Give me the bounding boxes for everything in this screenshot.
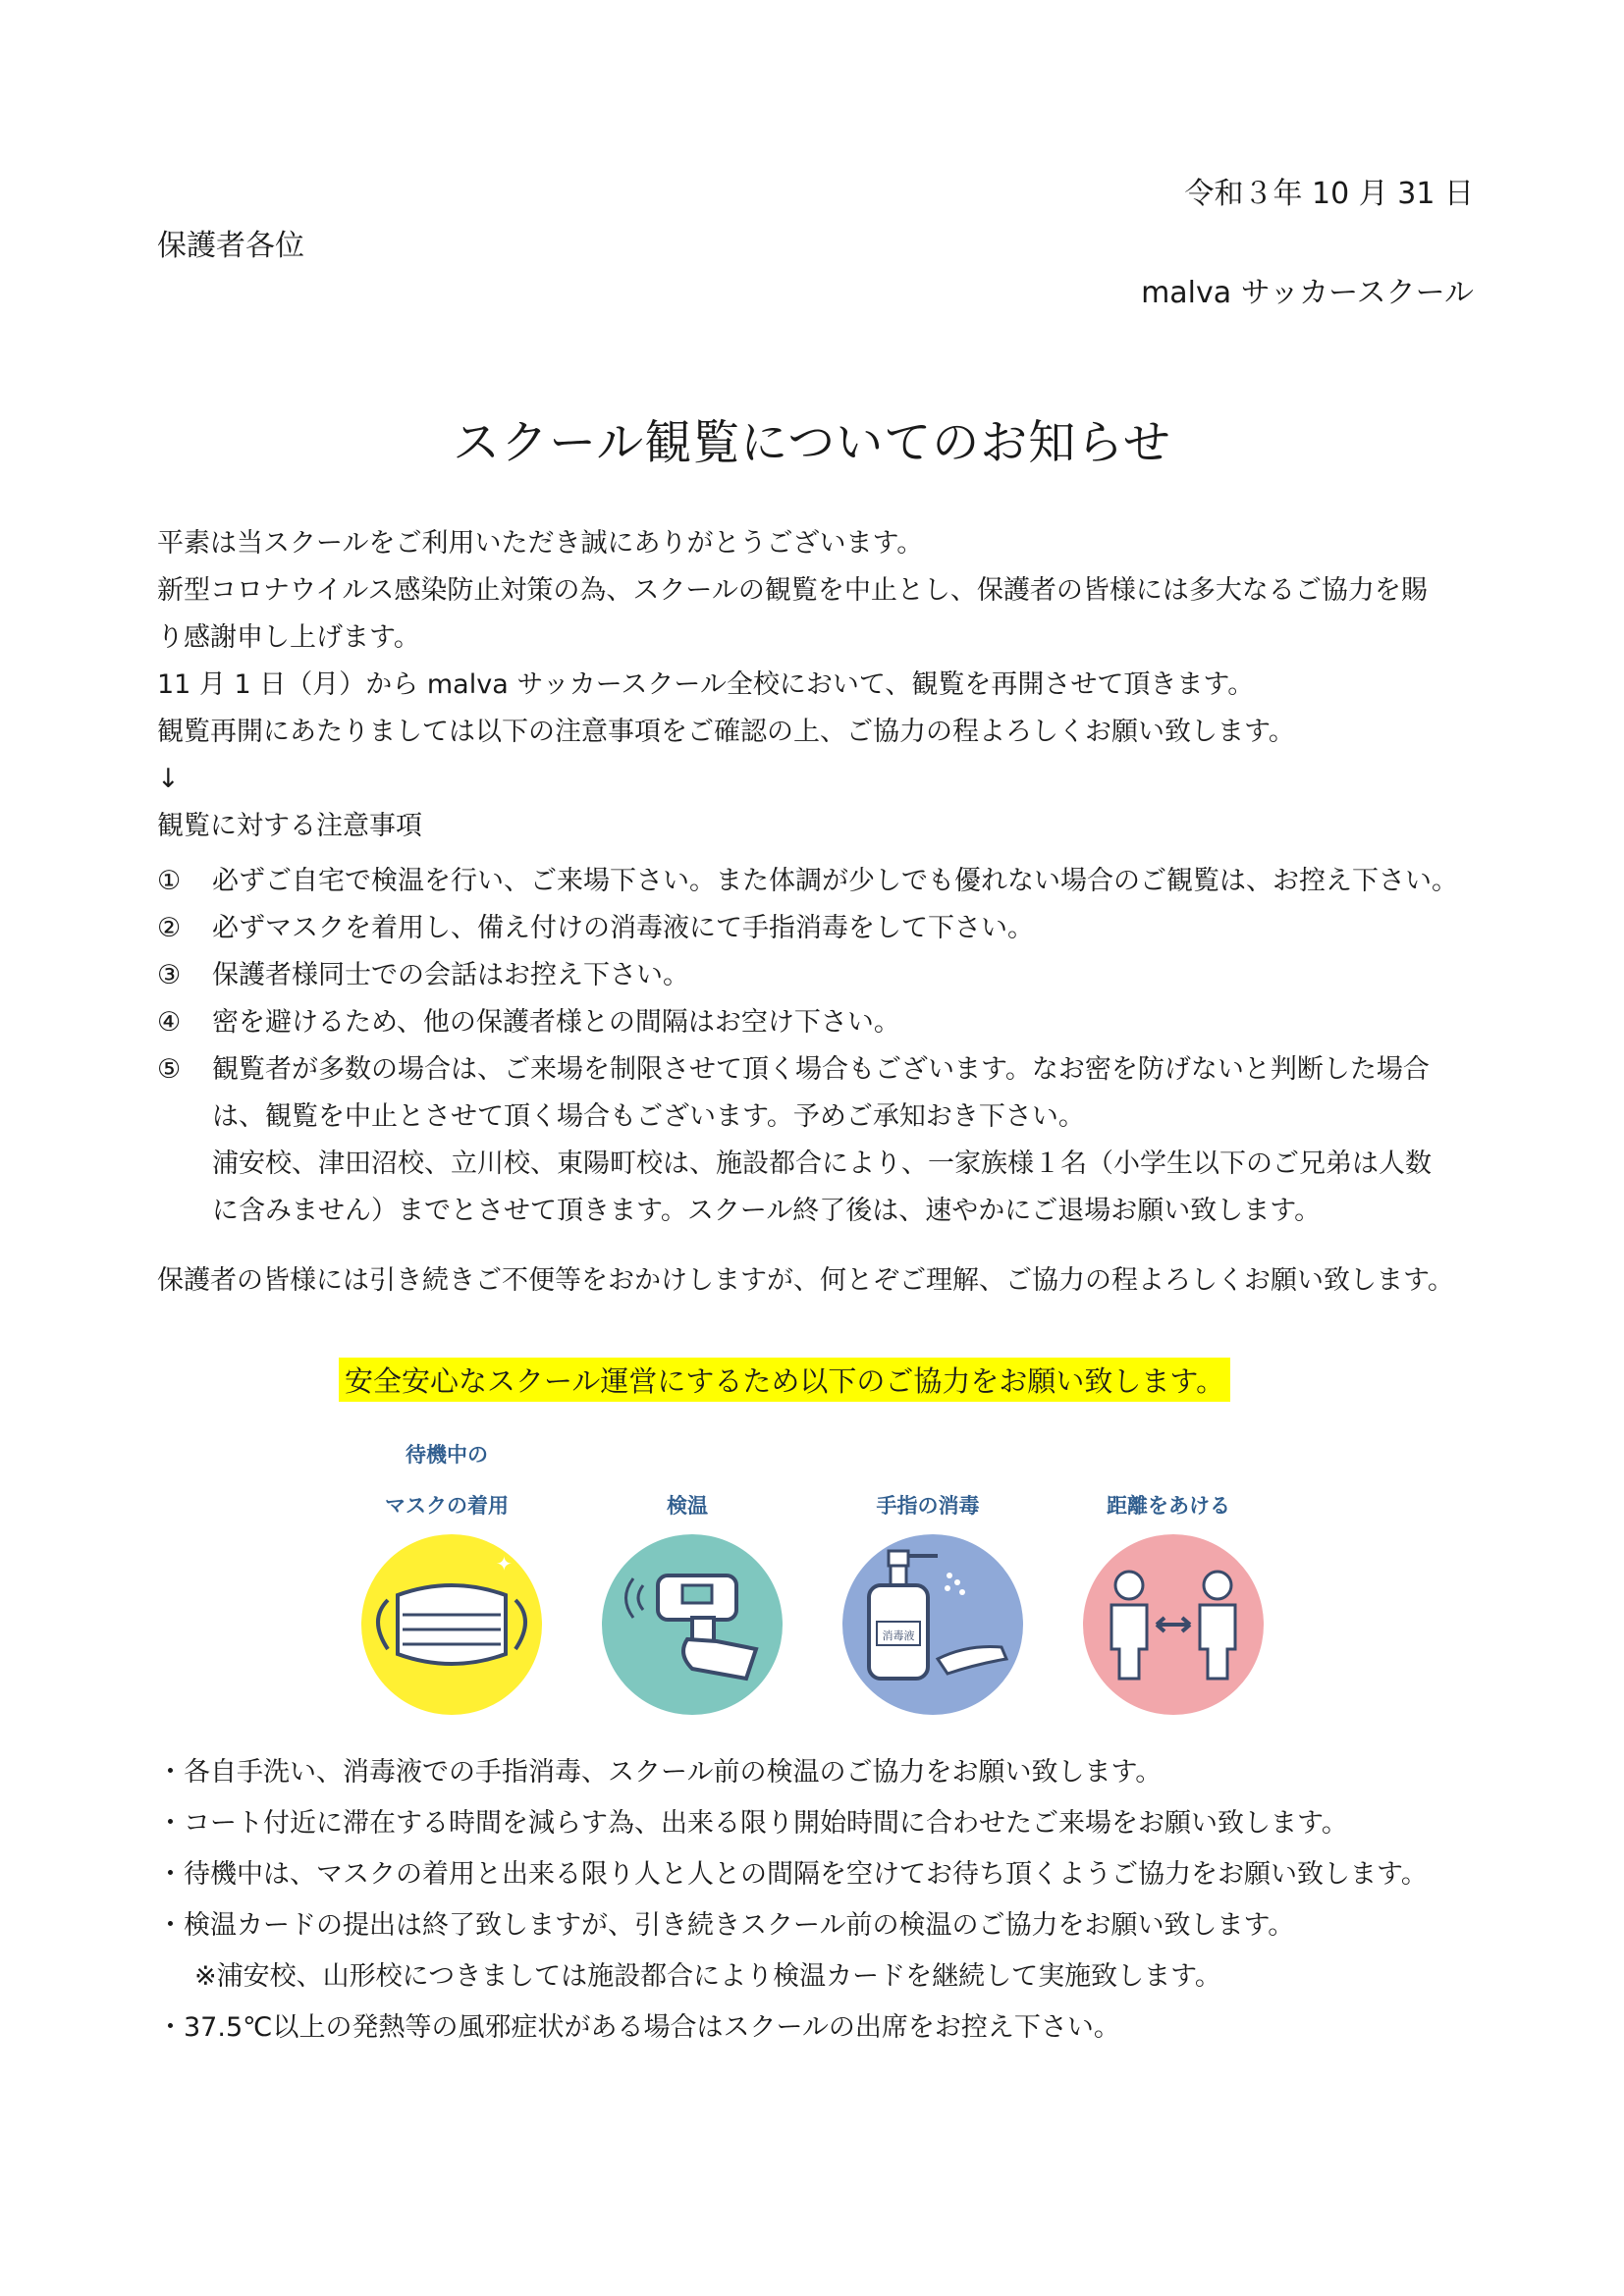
tip-item: ・コート付近に滞在する時間を減らす為、出来る限り開始時間に合わせたご来場をお願い致します。 <box>157 1808 1348 1839</box>
intro-paragraph <box>157 520 1473 850</box>
closing-text: 保護者の皆様には引き続きご不便等をおかけしますが、何とぞご理解、ご協力の程よろしくお願い致します。 <box>157 1265 1454 1296</box>
tip-item: ・待機中は、マスクの着用と出来る限り人と人との間隔を空けてお待ち頂くようご協力をお願い致します。 <box>157 1859 1428 1890</box>
illustration-distance <box>1060 1404 1276 1737</box>
note-item <box>157 999 1473 1046</box>
tip-item: ・各自手洗い、消毒液での手指消毒、スクール前の検温のご協力をお願い致します。 <box>157 1757 1163 1788</box>
tip-note: ※浦安校、山形校につきましては施設都合により検温カードを継続して実施致します。 <box>194 1961 1221 1992</box>
tips-list <box>157 1747 1428 2054</box>
illustration-temperature <box>579 1404 795 1737</box>
note-item <box>157 905 1473 952</box>
note-item <box>157 858 1473 905</box>
svg-text:✦: ✦ <box>496 1552 513 1575</box>
tip-item: ・37.5℃以上の発熱等の風邪症状がある場合はスクールの出席をお控え下さい。 <box>157 2012 1120 2043</box>
illustration-label: 検温 <box>667 1494 708 1518</box>
note-text: 観覧者が多数の場合は、ご来場を制限させて頂く場合もございます。なお密を防げないと判断した場合 <box>212 1054 1430 1085</box>
illustration-label-top: 待機中の <box>406 1443 488 1467</box>
note-text: は、観覧を中止とさせて頂く場合もございます。予めご承知おき下さい。 <box>212 1101 1085 1132</box>
highlight-banner: 安全安心なスクール運営にするため以下のご協力をお願い致します。 <box>339 1358 1230 1402</box>
illustration-label: 手指の消毒 <box>876 1494 980 1518</box>
down-arrow: ↓ <box>157 764 180 794</box>
note-number: ⑤ <box>157 1054 182 1085</box>
tip-item: ・検温カードの提出は終了致しますが、引き続きスクール前の検温のご協力をお願い致します。 <box>157 1910 1295 1941</box>
note-text: 必ずマスクを着用し、備え付けの消毒液にて手指消毒をして下さい。 <box>212 913 1034 943</box>
intro-line: 11 月 1 日（月）から malva サッカースクール全校において、観覧を再開させて頂きます。 <box>157 669 1255 700</box>
intro-line: 観覧再開にあたりましては以下の注意事項をご確認の上、ご協力の程よろしくお願い致します。 <box>157 717 1295 747</box>
note-number: ③ <box>157 960 182 990</box>
sender: malva サッカースクール <box>1141 276 1474 310</box>
intro-line: 新型コロナウイルス感染防止対策の為、スクールの観覧を中止とし、保護者の皆様には多大なるご協力を賜 <box>157 575 1428 606</box>
note-item <box>157 1046 1473 1235</box>
notes-heading: 観覧に対する注意事項 <box>157 811 422 841</box>
document-date: 令和３年 10 月 31 日 <box>1184 177 1474 211</box>
safety-illustrations <box>339 1404 1281 1737</box>
illustration-label: マスクの着用 <box>385 1494 509 1518</box>
illustration-sanitizer <box>820 1404 1036 1737</box>
illustration-label: 距離をあける <box>1107 1494 1230 1518</box>
distance-icon <box>1080 1531 1267 1718</box>
note-number: ① <box>157 866 182 896</box>
note-text: 浦安校、津田沼校、立川校、東陽町校は、施設都合により、一家族様１名（小学生以下のご兄弟は人数 <box>212 1148 1432 1179</box>
note-number: ④ <box>157 1007 182 1038</box>
addressee: 保護者各位 <box>157 229 304 263</box>
note-item <box>157 952 1473 999</box>
illustration-mask <box>339 1404 555 1737</box>
mask-icon <box>358 1531 545 1718</box>
note-text: 密を避けるため、他の保護者様との間隔はお空け下さい。 <box>212 1007 900 1038</box>
thermometer-icon <box>599 1531 785 1718</box>
intro-line: り感謝申し上げます。 <box>157 622 420 653</box>
note-text: に含みません）までとさせて頂きます。スクール終了後は、速やかにご退場お願い致します。 <box>212 1196 1322 1226</box>
intro-line: 平素は当スクールをご利用いただき誠にありがとうございます。 <box>157 528 924 559</box>
note-text: 保護者様同士での会話はお控え下さい。 <box>212 960 689 990</box>
notes-list <box>157 858 1473 1235</box>
sanitizer-icon <box>839 1531 1026 1718</box>
sanitizer-bottle-label: 消毒液 <box>882 1629 915 1642</box>
document-title: スクール観覧についてのお知らせ <box>453 415 1171 470</box>
note-text: 必ずご自宅で検温を行い、ご来場下さい。また体調が少しでも優れない場合のご観覧は、お控え下さい。 <box>212 866 1458 896</box>
note-number: ② <box>157 913 182 943</box>
